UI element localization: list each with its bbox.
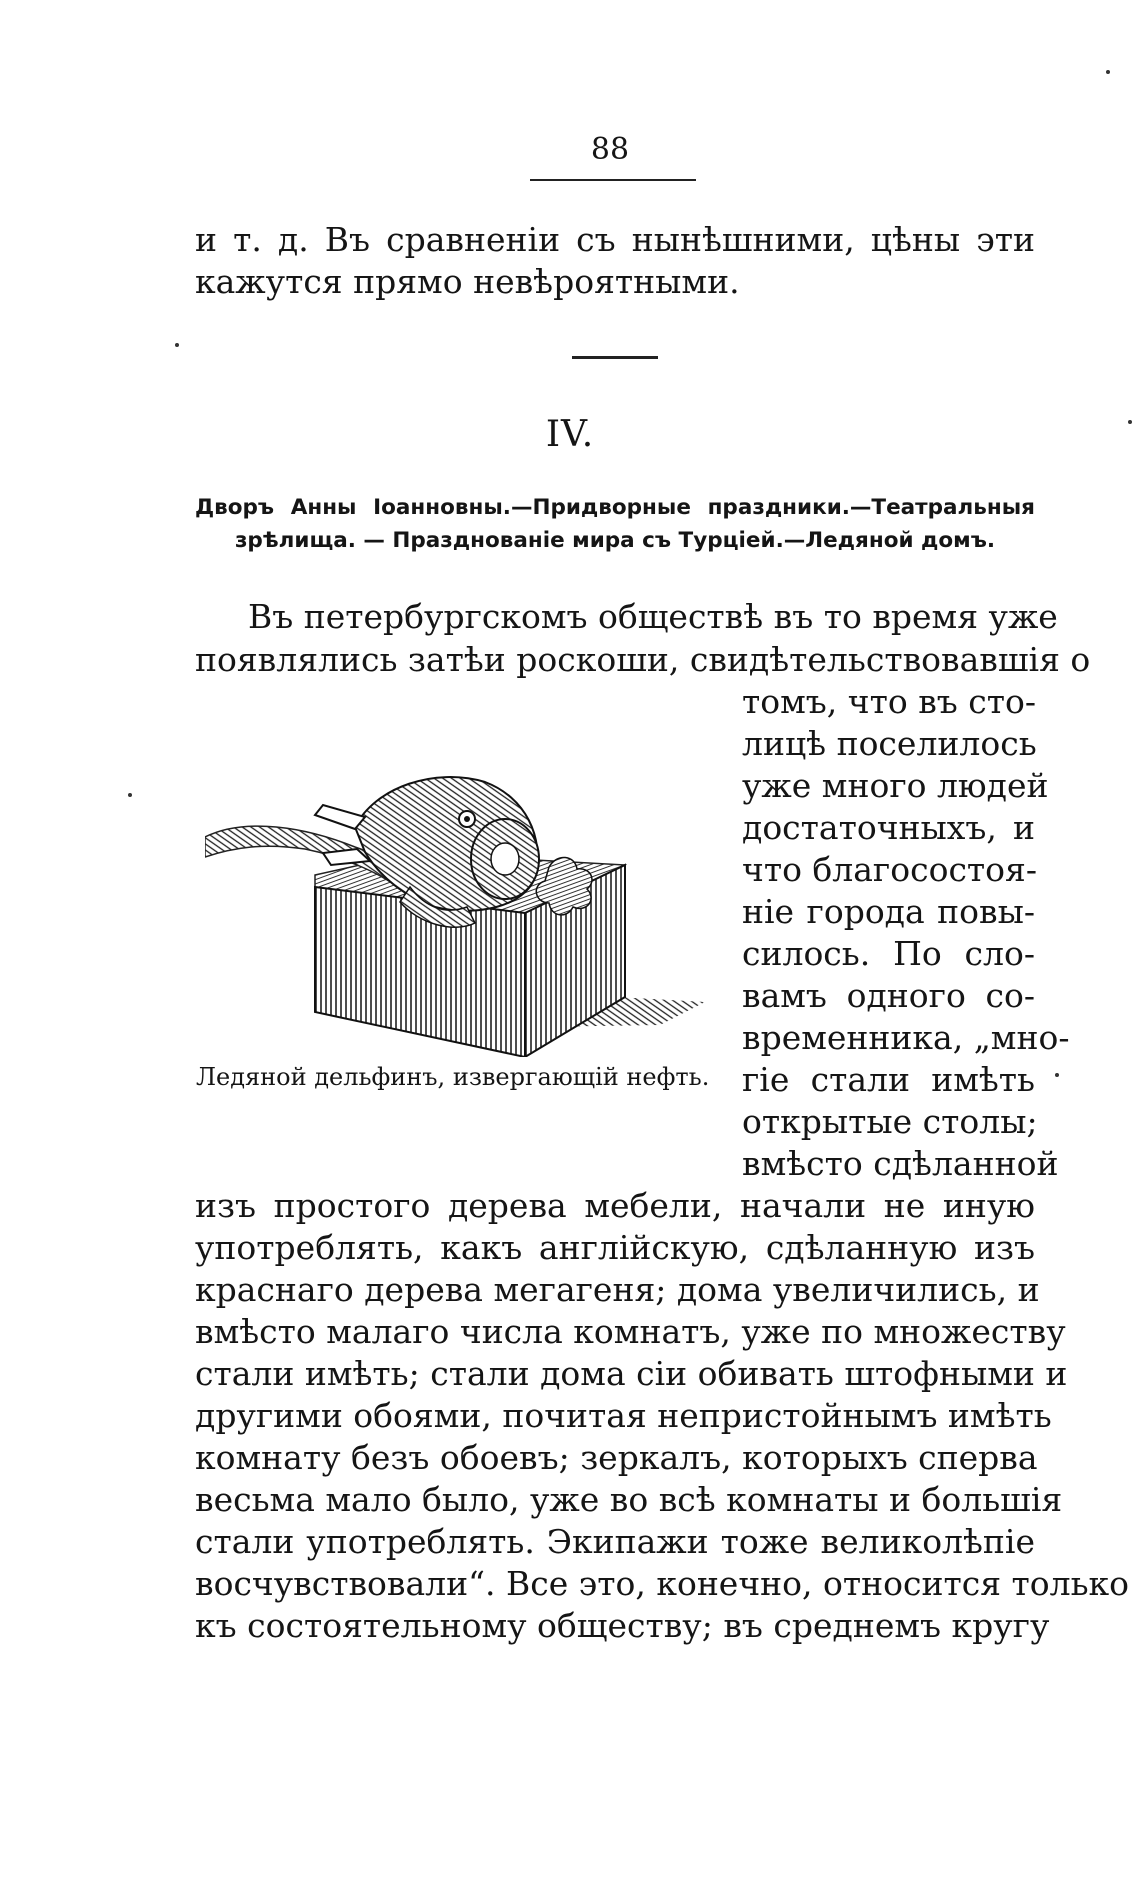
bottom-line-10: восчувствовали“. Все это, конечно, относится только bbox=[195, 1564, 1130, 1603]
bottom-line-9: стали употреблять. Экипажи тоже великолѣпіе bbox=[195, 1522, 1035, 1561]
narrow-line-4: достаточныхъ, и bbox=[742, 808, 1035, 847]
bottom-line-1: изъ простого дерева мебели, начали не иную bbox=[195, 1186, 1035, 1225]
bottom-line-4: вмѣсто малаго числа комнатъ, уже по множеству bbox=[195, 1312, 1066, 1351]
page-number-rule bbox=[530, 179, 696, 181]
scan-speck bbox=[1106, 70, 1110, 74]
narrow-line-10: гіе стали имѣть bbox=[742, 1060, 1035, 1099]
narrow-line-3: уже много людей bbox=[742, 766, 1049, 805]
narrow-line-12: вмѣсто сдѣланной bbox=[742, 1144, 1059, 1183]
narrow-line-7: силось. По сло- bbox=[742, 934, 1035, 973]
bottom-line-5: стали имѣть; стали дома сіи обивать штофными и bbox=[195, 1354, 1068, 1393]
narrow-line-8: вамъ одного со- bbox=[742, 976, 1035, 1015]
narrow-line-9: временника, „мно- bbox=[742, 1018, 1070, 1057]
ice-dolphin-illustration bbox=[205, 757, 725, 1057]
figure-caption: Ледяной дельфинъ, извергающій нефть. bbox=[196, 1063, 710, 1091]
carryover-line-1: и т. д. Въ сравненіи съ нынѣшними, цѣны эти bbox=[195, 220, 1035, 259]
carryover-line-2: кажутся прямо невѣроятными. bbox=[195, 262, 740, 301]
bottom-line-6: другими обоями, почитая непристойнымъ имѣть bbox=[195, 1396, 1052, 1435]
bottom-line-11: къ состоятельному обществу; въ среднемъ кругу bbox=[195, 1606, 1050, 1645]
section-separator bbox=[572, 356, 658, 359]
scan-speck bbox=[128, 793, 132, 797]
paragraph-line-1: Въ петербургскомъ обществѣ въ то время уже bbox=[248, 597, 1058, 636]
chapter-numeral: IV. bbox=[545, 414, 595, 455]
narrow-line-2: лицѣ поселилось bbox=[742, 724, 1037, 763]
scan-speck bbox=[175, 343, 179, 347]
bottom-line-3: краснаго дерева мегагеня; дома увеличились, и bbox=[195, 1270, 1040, 1309]
narrow-line-11: открытые столы; bbox=[742, 1102, 1038, 1141]
narrow-line-5: что благосостоя- bbox=[742, 850, 1038, 889]
scan-speck bbox=[1055, 1073, 1059, 1077]
bottom-line-2: употреблять, какъ англійскую, сдѣланную изъ bbox=[195, 1228, 1035, 1267]
scan-speck bbox=[1128, 420, 1132, 424]
bottom-line-7: комнату безъ обоевъ; зеркалъ, которыхъ сперва bbox=[195, 1438, 1038, 1477]
narrow-line-1: томъ, что въ сто- bbox=[742, 682, 1037, 721]
narrow-line-6: ніе города повы- bbox=[742, 892, 1035, 931]
bottom-line-8: весьма мало было, уже во всѣ комнаты и большія bbox=[195, 1480, 1063, 1519]
paragraph-line-2: появлялись затѣи роскоши, свидѣтельствовавшія о bbox=[195, 640, 1091, 679]
page-number: 88 bbox=[590, 132, 630, 167]
chapter-summary-line-1: Дворъ Анны Іоанновны.—Придворные праздники.—Театральныя bbox=[195, 495, 1035, 520]
chapter-summary-line-2: зрѣлища. — Празднованіе мира съ Турціей.—Ледяной домъ. bbox=[234, 528, 996, 553]
